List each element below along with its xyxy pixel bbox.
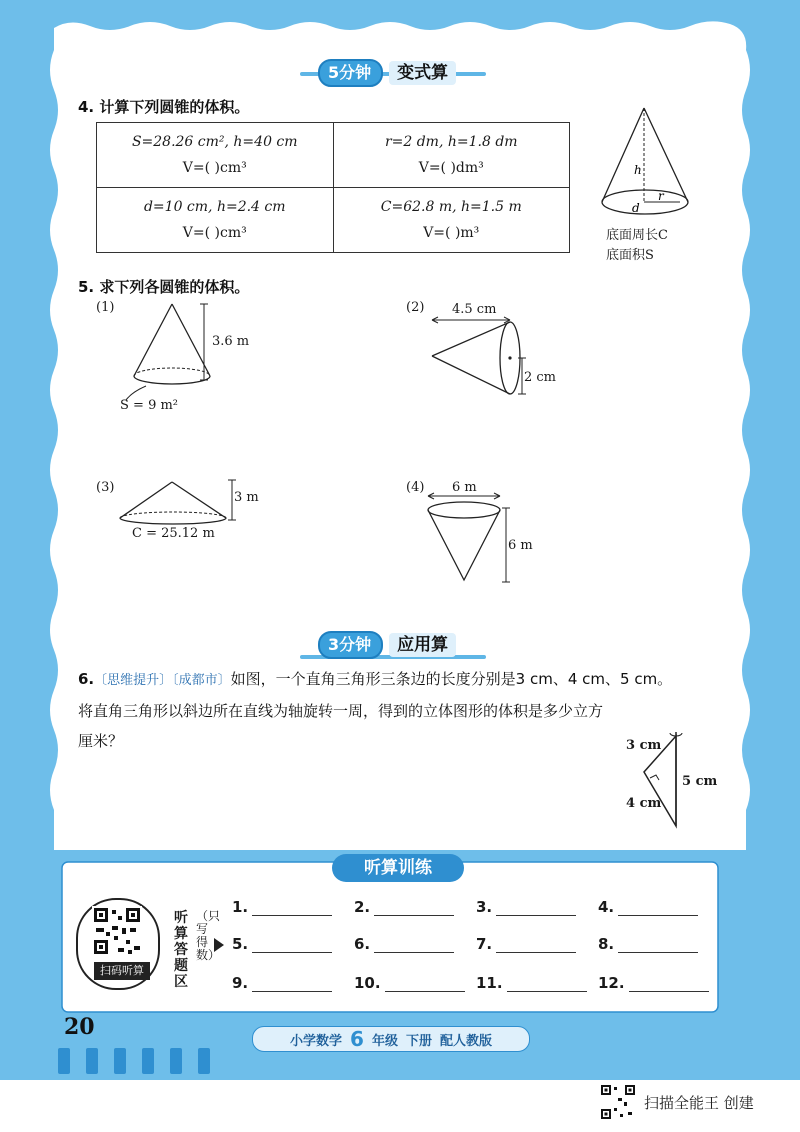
figure-4-height: 6 m — [508, 538, 533, 553]
answer-blank[interactable] — [374, 899, 454, 916]
answer-number: 8. — [598, 935, 615, 953]
question-6-number: 6. — [78, 670, 95, 688]
figure-3-height: 3 m — [234, 490, 259, 505]
answer-item — [354, 974, 476, 992]
section-minutes: 5分钟 — [318, 59, 383, 87]
listening-title: 听算训练 — [332, 854, 464, 882]
volume-table — [96, 122, 570, 253]
answer-blank[interactable] — [252, 975, 332, 992]
table-cell — [97, 123, 334, 188]
figure-2-label: (2) — [406, 300, 425, 315]
answer-number: 11. — [476, 974, 503, 992]
table-cell — [97, 188, 334, 253]
label-r: r — [658, 189, 664, 203]
section-title: 应用算 — [389, 633, 456, 657]
table-cell — [333, 123, 570, 188]
answer-blank[interactable] — [496, 936, 576, 953]
question-6-text-2: 将直角三角形以斜边所在直线为轴旋转一周，得到的立体图形的体积是多少立方 — [78, 702, 604, 720]
figure-4-label: (4) — [406, 480, 425, 495]
answer-blank[interactable] — [618, 936, 698, 953]
answer-number: 4. — [598, 898, 615, 916]
answer-item — [354, 935, 476, 953]
answer-area-label: 听算答题区 — [174, 910, 188, 990]
question-6-text-3: 厘米？ — [78, 732, 124, 750]
figure-1-label: (1) — [96, 300, 115, 315]
figure-3-base: C = 25.12 m — [132, 526, 215, 541]
figure-2-length: 4.5 cm — [452, 302, 497, 317]
answer-item — [598, 898, 720, 916]
scanner-qr-icon — [600, 1084, 636, 1120]
section-badge-practice — [318, 60, 456, 86]
answer-blank[interactable] — [496, 899, 576, 916]
answer-number: 9. — [232, 974, 249, 992]
label-h: h — [634, 163, 642, 177]
figure-4-cone — [420, 488, 520, 588]
label-d: d — [632, 201, 640, 215]
edition: 配人教版 — [439, 1033, 492, 1049]
answer-item — [232, 935, 354, 953]
page-number: 20 — [64, 1014, 95, 1040]
cell-result: V=( )dm³ — [418, 160, 484, 176]
play-arrow-icon[interactable] — [214, 938, 224, 952]
reference-cone-figure — [596, 104, 696, 220]
answer-blank[interactable] — [618, 899, 698, 916]
section-badge-application — [318, 632, 456, 658]
watermark-text: 扫描全能王 创建 — [644, 1094, 754, 1112]
grade-unit: 年级 — [371, 1033, 398, 1049]
answer-area-note: （只写得数） — [196, 909, 221, 962]
figure-4-diameter: 6 m — [452, 480, 477, 495]
answer-number: 2. — [354, 898, 371, 916]
answer-row — [232, 974, 722, 992]
answer-number: 3. — [476, 898, 493, 916]
answer-number: 10. — [354, 974, 381, 992]
answer-number: 5. — [232, 935, 249, 953]
figure-1-base: S = 9 m² — [120, 398, 179, 413]
answer-blank[interactable] — [385, 975, 465, 992]
cell-result: V=( )cm³ — [182, 225, 247, 241]
answer-item — [476, 974, 598, 992]
answer-item — [476, 935, 598, 953]
answer-number: 12. — [598, 974, 625, 992]
answer-item — [476, 898, 598, 916]
answer-row — [232, 898, 722, 916]
cell-given: d=10 cm, h=2.4 cm — [143, 199, 286, 215]
answer-blank[interactable] — [629, 975, 709, 992]
section-title: 变式算 — [389, 61, 456, 85]
answer-item — [598, 974, 720, 992]
triangle-side-c: 5 cm — [682, 774, 718, 789]
question-6-line-1 — [78, 664, 738, 696]
figure-3-cone — [116, 476, 246, 532]
cell-given: S=28.26 cm², h=40 cm — [131, 134, 298, 150]
tag-city: 〔成都市〕 — [172, 673, 231, 688]
qr-code-icon[interactable] — [92, 906, 142, 956]
answer-blank[interactable] — [507, 975, 587, 992]
section-minutes: 3分钟 — [318, 631, 383, 659]
question-4-title: 4. 计算下列圆锥的体积。 — [78, 98, 250, 116]
figure-2-cone — [426, 310, 536, 406]
grade-number: 6 — [350, 1027, 364, 1051]
answer-number: 7. — [476, 935, 493, 953]
answer-number: 6. — [354, 935, 371, 953]
legend-circumference: 底面周长C — [606, 228, 668, 243]
answer-blank[interactable] — [374, 936, 454, 953]
book-info-banner — [252, 1026, 530, 1052]
answer-blank[interactable] — [252, 936, 332, 953]
cell-given: r=2 dm, h=1.8 dm — [384, 134, 518, 150]
triangle-side-a: 3 cm — [626, 738, 662, 753]
answer-item — [354, 898, 476, 916]
figure-2-radius: 2 cm — [524, 370, 557, 385]
question-5-title: 5. 求下列各圆锥的体积。 — [78, 278, 250, 296]
answer-number: 1. — [232, 898, 249, 916]
qr-caption: 扫码听算 — [94, 962, 150, 980]
triangle-side-b: 4 cm — [626, 796, 662, 811]
cell-given: C=62.8 m, h=1.5 m — [380, 199, 522, 215]
series-name: 小学数学 — [290, 1033, 343, 1049]
tag-thinking: 〔思维提升〕 — [94, 673, 173, 688]
figure-1-height: 3.6 m — [212, 334, 250, 349]
figure-3-label: (3) — [96, 480, 115, 495]
answer-item — [232, 974, 354, 992]
answer-blank[interactable] — [252, 899, 332, 916]
legend-area: 底面积S — [606, 248, 654, 263]
cell-result: V=( )cm³ — [182, 160, 247, 176]
table-cell — [333, 188, 570, 253]
question-6-text-1: 如图，一个直角三角形三条边的长度分别是3 cm、4 cm、5 cm。 — [230, 670, 673, 688]
term: 下册 — [405, 1033, 432, 1049]
answer-item — [598, 935, 720, 953]
cell-result: V=( )m³ — [423, 225, 480, 241]
answer-row — [232, 935, 722, 953]
answer-item — [232, 898, 354, 916]
